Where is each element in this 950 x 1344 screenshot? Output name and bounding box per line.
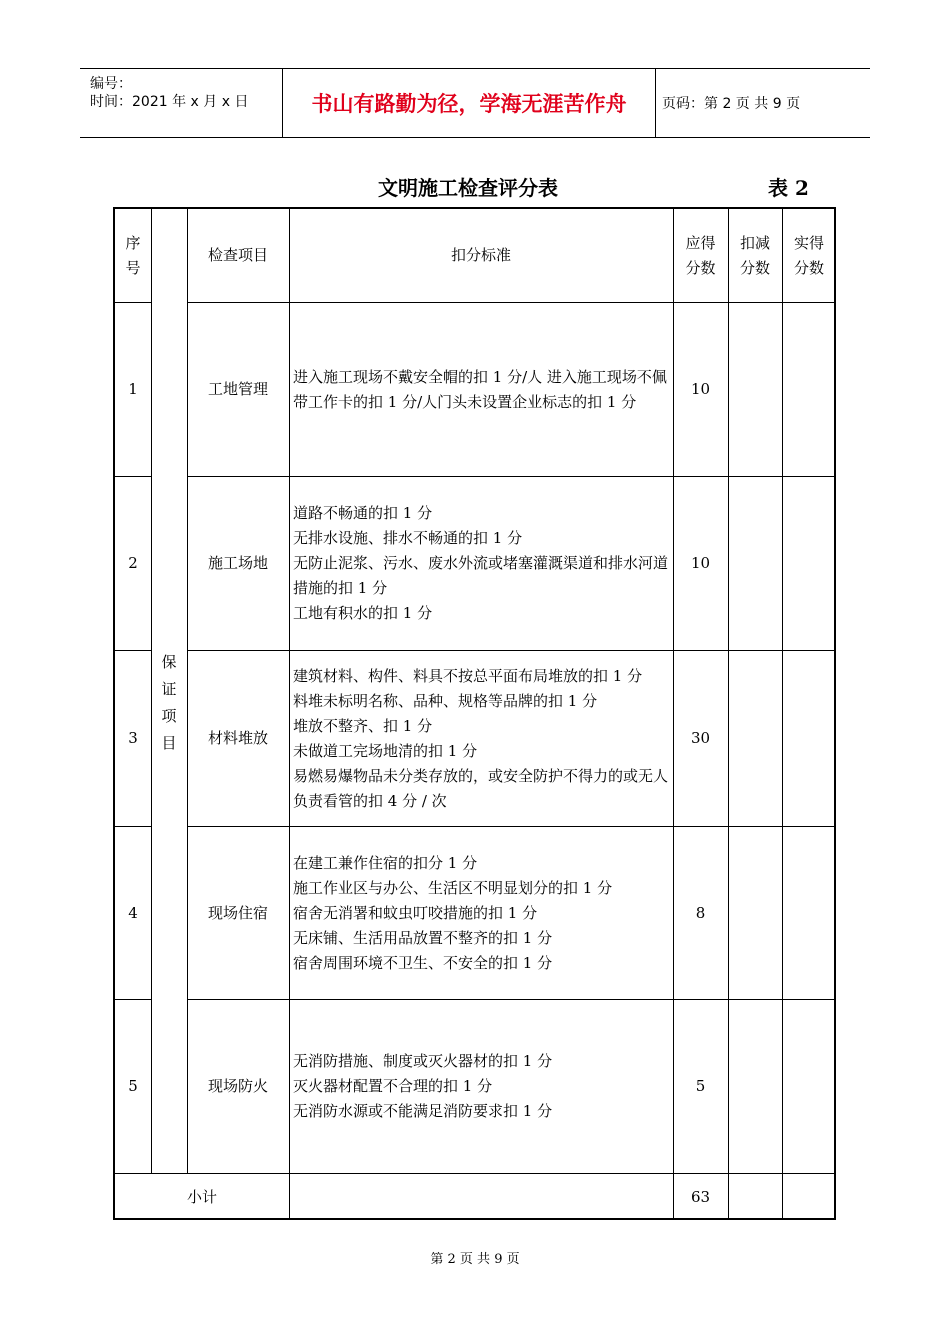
header-page-info: 页码：第 2 页 共 9 页 <box>662 96 801 112</box>
row-seq: 2 <box>128 554 138 572</box>
header-due-score: 应得 分数 <box>685 233 716 277</box>
subtotal-due-score: 63 <box>690 1187 711 1206</box>
col-line <box>289 209 290 1220</box>
row-seq: 5 <box>128 1077 138 1095</box>
row-seq: 1 <box>128 380 138 398</box>
header-meta <box>80 69 282 137</box>
row-criteria <box>293 477 673 650</box>
row-item: 施工场地 <box>207 554 268 572</box>
row-due-score: 30 <box>690 729 711 747</box>
row-criteria-text: 进入施工现场不戴安全帽的扣 1 分/人 进入施工现场不佩带工作卡的扣 1 分/人门头未设置企业标志的扣 1 分 <box>293 367 667 411</box>
row-due-score: 8 <box>695 903 706 922</box>
document-number: 编号： <box>90 76 132 92</box>
header-slogan: 书山有路勤为径，学海无涯苦作舟 <box>282 69 656 137</box>
subtotal-label: 小计 <box>186 1187 217 1206</box>
header-item: 检查项目 <box>207 246 268 264</box>
row-seq: 4 <box>128 903 138 922</box>
row-criteria <box>293 651 673 826</box>
page-header <box>80 68 870 138</box>
row-item: 材料堆放 <box>207 729 268 747</box>
row-criteria-text: 道路不畅通的扣 1 分 无排水设施、排水不畅通的扣 1 分 无防止泥浆、污水、废水外流或堵塞灌溉渠道和排水河道措施的扣 1 分 工地有积水的扣 1 分 <box>293 504 669 622</box>
header-deduct-score: 扣减 分数 <box>739 233 770 277</box>
header-seq: 序 号 <box>125 233 141 277</box>
row-due-score: 5 <box>695 1077 706 1095</box>
header-criteria: 扣分标准 <box>450 246 511 264</box>
col-line <box>728 209 729 1220</box>
row-due-score: 10 <box>690 554 711 572</box>
document-date: 时间：2021 年 x 月 x 日 <box>90 94 249 110</box>
row-item: 现场住宿 <box>207 903 268 922</box>
row-seq: 3 <box>128 729 138 747</box>
table-number: 表 2 <box>768 176 809 200</box>
row-due-score: 10 <box>690 380 711 398</box>
row-item: 工地管理 <box>207 380 268 398</box>
row-item: 现场防火 <box>207 1077 268 1095</box>
row-criteria-text: 无消防措施、制度或灭火器材的扣 1 分 灭火器材配置不合理的扣 1 分 无消防水源或不能满足消防要求扣 1 分 <box>293 1052 553 1120</box>
score-table <box>113 207 836 1220</box>
header-actual-score: 实得 分数 <box>793 233 824 277</box>
row-criteria-text: 在建工兼作住宿的扣分 1 分 施工作业区与办公、生活区不明显划分的扣 1 分 宿舍无消署和蚊虫叮咬措施的扣 1 分 无床铺、生活用品放置不整齐的扣 1 分 宿舍周围环境不卫生、不安全的扣 1 分 <box>293 853 613 972</box>
row-criteria <box>293 827 673 999</box>
group-label: 保 证 项 目 <box>161 653 177 752</box>
row-criteria <box>293 303 673 476</box>
page-title: 文明施工检查评分表 <box>378 176 558 200</box>
row-criteria-text: 建筑材料、构件、料具不按总平面布局堆放的扣 1 分 料堆未标明名称、品种、规格等品牌的扣 1 分 堆放不整齐、扣 1 分 未做道工完场地清的扣 1 分 易燃易爆物品未分类存放的，或安全防护不得力的或无人负责看管的扣 4 分 / 次 <box>293 666 669 810</box>
row-criteria <box>293 1000 673 1173</box>
col-line <box>782 209 783 1220</box>
page-footer: 第 2 页 共 9 页 <box>430 1252 520 1267</box>
